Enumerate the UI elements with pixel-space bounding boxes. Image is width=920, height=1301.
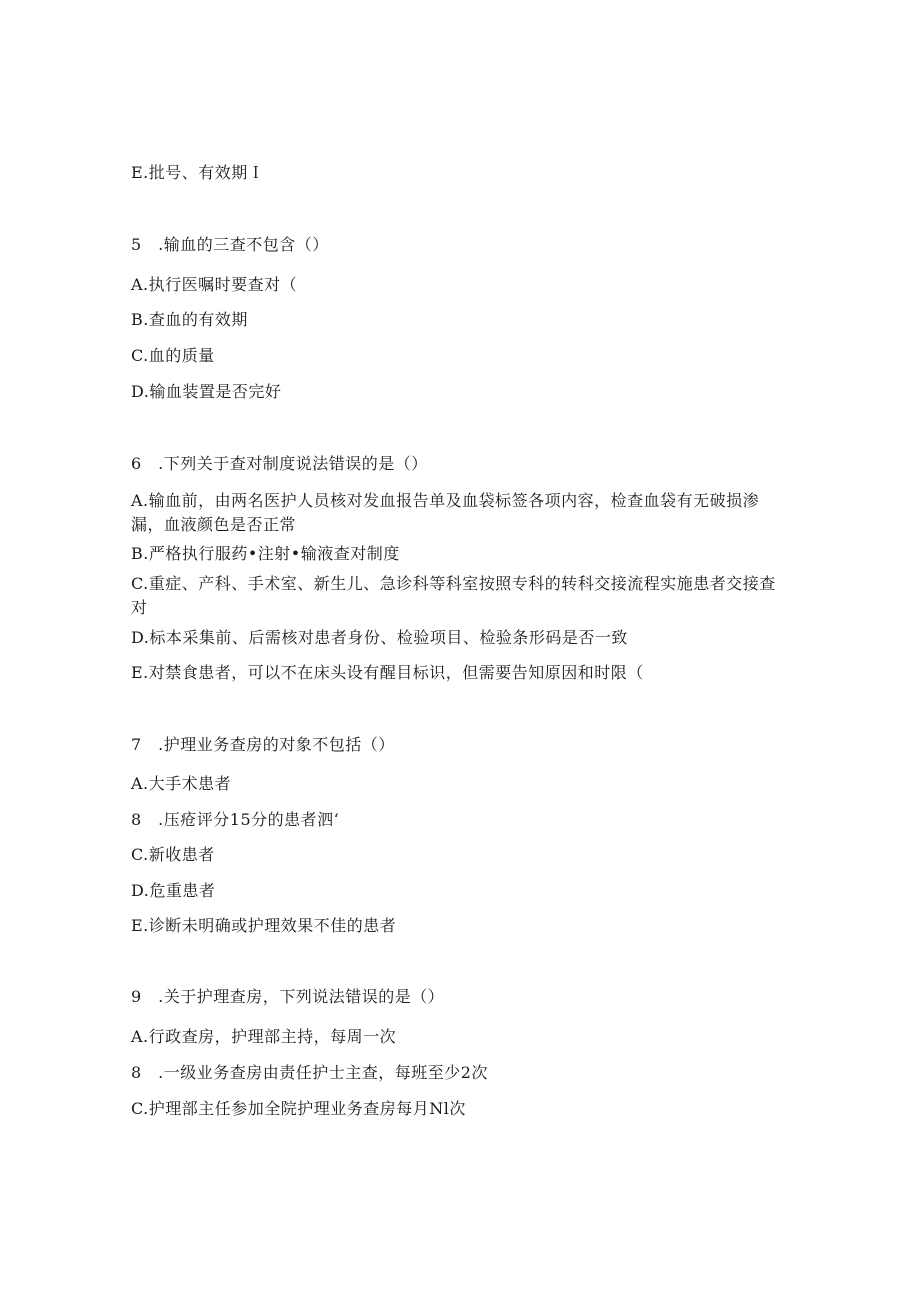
q9-option-a: A.行政查房，护理部主持，每周一次 (131, 1027, 397, 1046)
question-5: 5 .输血的三查不包含（） (131, 235, 329, 254)
q6-option-b: B.严格执行服药•注射•输液查对制度 (131, 544, 400, 563)
q5-option-b: B.查血的有效期 (131, 310, 248, 329)
q6-option-d: D.标本采集前、后需核对患者身份、检验项目、检验条形码是否一致 (131, 628, 628, 647)
q8-option-c: C.新收患者 (131, 845, 215, 864)
question-9: 9 .关于护理查房，下列说法错误的是（） (131, 987, 445, 1006)
q6-option-c: C.重症、产科、手术室、新生儿、急诊科等科室按照专科的转科交接流程实施患者交接查对 (131, 574, 776, 617)
q8-option-d: D.危重患者 (131, 881, 216, 900)
q6-option-a: A.输血前，由两名医护人员核对发血报告单及血袋标签各项内容，检查血袋有无破损渗漏，血液颜色是否正常 (131, 491, 760, 534)
question-8: 8 .压疮评分15分的患者泗‘ (131, 810, 340, 829)
q5-option-d: D.输血装置是否完好 (131, 382, 282, 401)
q6-option-e: E.对禁食患者，可以不在床头设有醒目标识，但需要告知原因和时限（ (131, 663, 644, 682)
q8-option-e: E.诊断未明确或护理效果不佳的患者 (131, 916, 397, 935)
question-6: 6 .下列关于查对制度说法错误的是（） (131, 454, 428, 473)
q9-option-b: 8 .一级业务查房由责任护士主查，每班至少2次 (131, 1063, 488, 1082)
q9-option-c: C.护理部主任参加全院护理业务查房每月Nl次 (131, 1099, 466, 1118)
q5-option-a: A.执行医嘱时要查对（ (131, 275, 298, 294)
q7-option-a: A.大手术患者 (131, 774, 232, 793)
q5-option-c: C.血的质量 (131, 346, 215, 365)
option-e-batch-expiry: E.批号、有效期Ｉ (131, 163, 265, 182)
question-7: 7 .护理业务查房的对象不包括（） (131, 735, 395, 754)
